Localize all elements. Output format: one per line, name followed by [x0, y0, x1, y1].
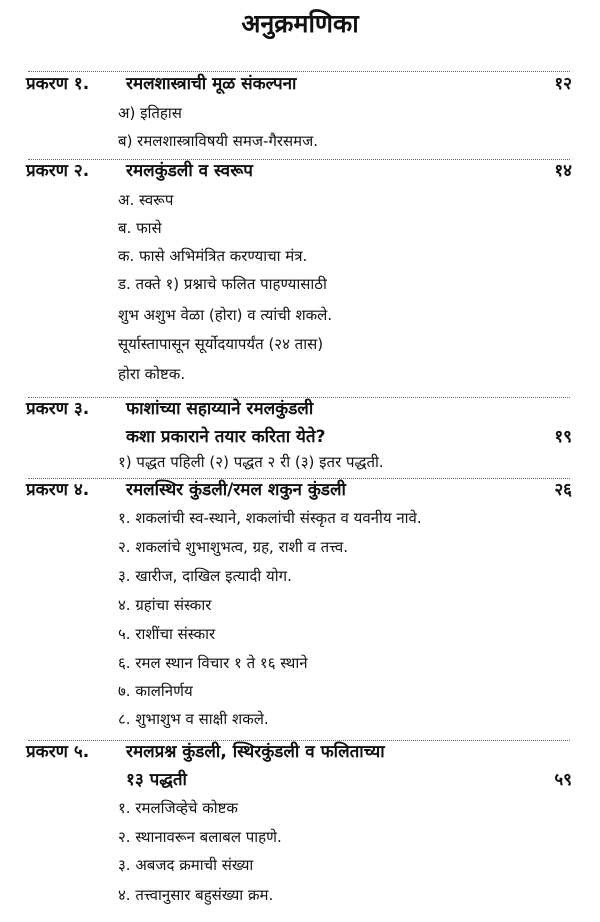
list-item: १. शकलांची स्व-स्थाने, शकलांची संस्कृत व यवनीय नावे.: [118, 509, 422, 527]
list-item: ४. ग्रहांचा संस्कार: [118, 596, 212, 614]
list-item: ४. तत्त्वानुसार बहुसंख्या क्रम.: [118, 886, 274, 904]
list-item: ८. शुभाशुभ व साक्षी शकले.: [118, 710, 269, 728]
list-item: ३. अबजद क्रमाची संख्या: [118, 856, 254, 874]
list-item: ब. फासे: [118, 219, 162, 237]
page-number: १२: [554, 74, 572, 94]
list-item: ६. रमल स्थान विचार १ ते १६ स्थाने: [118, 654, 308, 672]
list-item: अ) इतिहास: [118, 104, 182, 122]
chapter-heading: [26, 738, 572, 766]
chapter-title: फाशांच्या सहाय्याने रमलकुंडली: [126, 399, 314, 419]
list-item: २. स्थानावरून बलाबल पाहणे.: [118, 828, 282, 846]
chapter-heading: [26, 395, 572, 423]
page-title: अनुक्रमणिका: [241, 9, 359, 38]
page-number: २६: [554, 480, 572, 500]
page-number: १९: [554, 427, 572, 447]
list-item: ७. कालनिर्णय: [118, 682, 193, 700]
chapter-title: रमलप्रश्न कुंडली, स्थिरकुंडली व फलिताच्या: [126, 742, 385, 762]
list-item: २. शकलांचे शुभाशुभत्व, ग्रह, राशी व तत्त्व.: [118, 538, 349, 556]
list-item: होरा कोष्टक.: [118, 365, 186, 383]
chapter-label: प्रकरण ५.: [26, 742, 90, 762]
page-number: १४: [554, 161, 572, 181]
chapter-label: प्रकरण ४.: [26, 480, 90, 500]
list-item: ड. तक्ते १) प्रश्नाचे फलित पाहण्यासाठी: [118, 275, 327, 293]
chapter-title-line-2: १३ पद्धती: [126, 770, 187, 790]
chapter-title-line-2: कशा प्रकाराने तयार करिता येते?: [126, 427, 326, 447]
list-item: ३. खारीज, दाखिल इत्यादी योग.: [118, 567, 292, 585]
chapter-heading-continued: [26, 766, 572, 794]
chapter-heading: [26, 157, 572, 185]
list-item: शुभ अशुभ वेळा (होरा) व त्यांची शकले.: [118, 306, 333, 324]
chapter-heading-continued: [26, 423, 572, 451]
list-item: ब) रमलशास्त्राविषयी समज-गैरसमज.: [118, 132, 319, 150]
list-item: सूर्यास्तापासून सूर्योदयापर्यंत (२४ तास): [118, 335, 324, 353]
list-item: १. रमलजिव्हेचे कोष्टक: [118, 799, 238, 817]
page-number: ५९: [554, 770, 572, 790]
list-item: ५. राशींचा संस्कार: [118, 625, 216, 643]
list-item: अ. स्वरूप: [118, 191, 174, 209]
chapter-label: प्रकरण ३.: [26, 399, 90, 419]
list-item: १) पद्धत पहिली (२) पद्धत २ री (३) इतर पद्धती.: [118, 453, 384, 471]
chapter-label: प्रकरण २.: [26, 161, 90, 181]
chapter-title: रमलशास्त्राची मूळ संकल्पना: [126, 74, 297, 94]
chapter-heading: [26, 476, 572, 504]
chapter-heading: [26, 70, 572, 98]
chapter-title: रमलस्थिर कुंडली/रमल शकुन कुंडली: [126, 480, 346, 500]
chapter-title: रमलकुंडली व स्वरूप: [126, 161, 253, 181]
list-item: क. फासे अभिमंत्रित करण्याचा मंत्र.: [118, 247, 308, 265]
chapter-label: प्रकरण १.: [26, 74, 90, 94]
